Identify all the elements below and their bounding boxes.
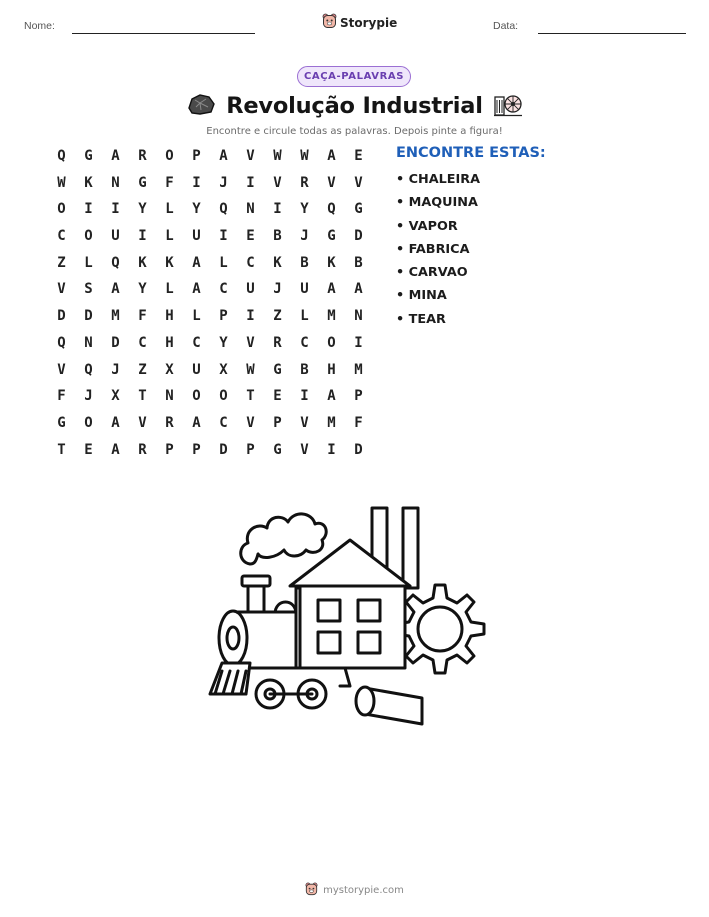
- grid-letter[interactable]: R: [273, 334, 282, 351]
- grid-letter[interactable]: R: [300, 174, 309, 191]
- grid-letter[interactable]: C: [57, 228, 66, 245]
- grid-letter[interactable]: J: [300, 228, 309, 245]
- grid-letter[interactable]: V: [354, 174, 363, 191]
- grid-letter[interactable]: Z: [273, 308, 282, 325]
- grid-letter[interactable]: Y: [138, 281, 147, 298]
- grid-letter[interactable]: Q: [57, 148, 66, 164]
- grid-letter[interactable]: K: [84, 174, 93, 191]
- grid-letter[interactable]: I: [111, 201, 120, 218]
- grid-letter[interactable]: K: [273, 254, 282, 271]
- grid-letter[interactable]: I: [246, 174, 255, 191]
- grid-letter[interactable]: P: [192, 441, 201, 458]
- grid-letter[interactable]: D: [219, 441, 228, 458]
- storypie-logo-icon: [322, 13, 337, 33]
- coloring-illustration[interactable]: [200, 488, 510, 732]
- grid-letter[interactable]: M: [111, 308, 120, 325]
- grid-letter[interactable]: B: [300, 361, 309, 378]
- grid-letter[interactable]: N: [84, 334, 93, 351]
- grid-letter[interactable]: L: [192, 308, 201, 325]
- storypie-brand: [322, 13, 397, 33]
- grid-letter[interactable]: L: [84, 254, 93, 271]
- grid-letter[interactable]: O: [57, 201, 66, 218]
- grid-letter[interactable]: A: [327, 281, 336, 298]
- grid-letter[interactable]: J: [111, 361, 120, 378]
- word-list-item: • TEAR: [396, 311, 446, 327]
- grid-letter[interactable]: O: [219, 388, 228, 405]
- grid-letter[interactable]: N: [246, 201, 255, 218]
- grid-letter[interactable]: C: [219, 414, 228, 431]
- grid-letter[interactable]: V: [246, 334, 255, 351]
- grid-letter[interactable]: V: [57, 361, 66, 378]
- word-list-item: • CHALEIRA: [396, 172, 481, 187]
- grid-letter[interactable]: D: [84, 308, 93, 325]
- grid-letter[interactable]: V: [57, 281, 66, 298]
- grid-letter[interactable]: Y: [219, 334, 228, 351]
- grid-letter[interactable]: T: [57, 441, 66, 458]
- grid-letter[interactable]: I: [84, 201, 93, 218]
- grid-letter[interactable]: Q: [84, 361, 93, 378]
- grid-letter[interactable]: P: [354, 388, 363, 405]
- grid-letter[interactable]: Y: [300, 201, 309, 218]
- grid-letter[interactable]: S: [84, 281, 93, 298]
- grid-letter[interactable]: N: [165, 388, 174, 405]
- grid-letter[interactable]: D: [354, 441, 363, 458]
- grid-letter[interactable]: P: [165, 441, 174, 458]
- title-row: [0, 91, 709, 121]
- grid-letter[interactable]: I: [138, 228, 147, 245]
- word-list-title: ENCONTRE ESTAS:: [396, 145, 546, 161]
- brand-name: Storypie: [340, 16, 398, 30]
- grid-letter[interactable]: H: [327, 361, 336, 378]
- grid-letter[interactable]: J: [273, 281, 282, 298]
- grid-letter[interactable]: U: [300, 281, 309, 298]
- grid-letter[interactable]: V: [327, 174, 336, 191]
- grid-letter[interactable]: F: [354, 414, 363, 431]
- grid-letter[interactable]: C: [300, 334, 309, 351]
- grid-letter[interactable]: W: [300, 148, 309, 164]
- date-line[interactable]: [538, 33, 686, 34]
- grid-letter[interactable]: O: [327, 334, 336, 351]
- grid-letter[interactable]: K: [327, 254, 336, 271]
- grid-letter[interactable]: V: [273, 174, 282, 191]
- grid-letter[interactable]: D: [57, 308, 66, 325]
- grid-letter[interactable]: K: [165, 254, 174, 271]
- word-list-item: • MAQUINA: [396, 195, 478, 211]
- grid-letter[interactable]: I: [192, 174, 201, 191]
- grid-letter[interactable]: K: [138, 254, 147, 271]
- grid-letter[interactable]: W: [246, 361, 255, 378]
- name-label: Nome:: [24, 20, 55, 32]
- grid-letter[interactable]: M: [354, 361, 363, 378]
- grid-letter[interactable]: I: [273, 201, 282, 218]
- grid-letter[interactable]: W: [273, 148, 282, 164]
- grid-letter[interactable]: Z: [138, 361, 147, 378]
- grid-letter[interactable]: F: [165, 174, 174, 191]
- grid-letter[interactable]: Y: [192, 201, 201, 218]
- grid-letter[interactable]: L: [165, 228, 174, 245]
- grid-letter[interactable]: L: [300, 308, 309, 325]
- grid-letter[interactable]: U: [246, 281, 255, 298]
- grid-letter[interactable]: E: [273, 388, 282, 405]
- coal-lump-icon: [186, 92, 216, 120]
- grid-letter[interactable]: P: [219, 308, 228, 325]
- name-line[interactable]: [72, 33, 255, 34]
- grid-letter[interactable]: A: [219, 148, 228, 164]
- grid-letter[interactable]: W: [57, 174, 66, 191]
- grid-letter[interactable]: I: [354, 334, 363, 351]
- grid-letter[interactable]: L: [219, 254, 228, 271]
- word-list-item: • FABRICA: [396, 241, 470, 257]
- grid-letter[interactable]: Q: [327, 201, 336, 218]
- grid-letter[interactable]: P: [192, 148, 201, 164]
- smoke-cloud: [241, 514, 326, 564]
- grid-letter[interactable]: L: [165, 201, 174, 218]
- grid-letter[interactable]: Q: [219, 201, 228, 218]
- grid-letter[interactable]: A: [192, 254, 201, 271]
- grid-letter[interactable]: O: [84, 228, 93, 245]
- grid-letter[interactable]: A: [111, 281, 120, 298]
- grid-letter[interactable]: T: [138, 388, 147, 405]
- grid-letter[interactable]: A: [354, 281, 363, 298]
- grid-letter[interactable]: E: [84, 441, 93, 458]
- word-search-grid[interactable]: [48, 147, 372, 467]
- grid-letter[interactable]: G: [138, 174, 147, 191]
- grid-letter[interactable]: U: [111, 228, 120, 245]
- grid-letter[interactable]: A: [192, 414, 201, 431]
- grid-letter[interactable]: B: [300, 254, 309, 271]
- grid-letter[interactable]: M: [327, 308, 336, 325]
- grid-letter[interactable]: N: [111, 174, 120, 191]
- grid-letter[interactable]: P: [273, 414, 282, 431]
- word-list-item: • MINA: [396, 288, 447, 304]
- grid-letter[interactable]: A: [111, 441, 120, 458]
- word-search-badge: CAÇA-PALAVRAS: [297, 66, 411, 87]
- grid-letter[interactable]: I: [327, 441, 336, 458]
- grid-letter[interactable]: Y: [138, 201, 147, 218]
- grid-letter[interactable]: F: [57, 388, 66, 405]
- grid-letter[interactable]: G: [327, 228, 336, 245]
- grid-letter[interactable]: A: [192, 281, 201, 298]
- grid-letter[interactable]: V: [246, 414, 255, 431]
- grid-letter[interactable]: G: [354, 201, 363, 218]
- grid-letter[interactable]: R: [165, 414, 174, 431]
- grid-letter[interactable]: J: [84, 388, 93, 405]
- grid-letter[interactable]: Z: [57, 254, 66, 271]
- grid-letter[interactable]: C: [138, 334, 147, 351]
- grid-letter[interactable]: H: [165, 334, 174, 351]
- grid-letter[interactable]: G: [273, 441, 282, 458]
- grid-letter[interactable]: V: [138, 414, 147, 431]
- grid-letter[interactable]: T: [246, 388, 255, 405]
- page-title: Revolução Industrial: [226, 93, 483, 119]
- grid-letter[interactable]: X: [219, 361, 228, 378]
- grid-letter[interactable]: C: [192, 334, 201, 351]
- word-list-item: • VAPOR: [396, 218, 458, 234]
- grid-letter[interactable]: I: [219, 228, 228, 245]
- word-list-item: • CARVAO: [396, 265, 468, 281]
- grid-letter[interactable]: R: [138, 148, 147, 164]
- grid-letter[interactable]: Q: [57, 334, 66, 351]
- grid-letter[interactable]: I: [246, 308, 255, 325]
- grid-letter[interactable]: X: [111, 388, 120, 405]
- smokestack-right: [403, 508, 418, 588]
- footer-url[interactable]: mystorypie.com: [323, 885, 404, 896]
- grid-letter[interactable]: B: [354, 254, 363, 271]
- word-list: [396, 172, 480, 335]
- grid-letter[interactable]: G: [273, 361, 282, 378]
- grid-letter[interactable]: V: [300, 441, 309, 458]
- grid-letter[interactable]: J: [219, 174, 228, 191]
- grid-letter[interactable]: A: [327, 148, 336, 164]
- grid-letter[interactable]: C: [219, 281, 228, 298]
- grid-letter[interactable]: O: [192, 388, 201, 405]
- grid-letter[interactable]: H: [165, 308, 174, 325]
- grid-letter[interactable]: D: [111, 334, 120, 351]
- grid-letter[interactable]: A: [327, 388, 336, 405]
- grid-letter[interactable]: M: [327, 414, 336, 431]
- grid-letter[interactable]: C: [246, 254, 255, 271]
- grid-letter[interactable]: F: [138, 308, 147, 325]
- grid-letter[interactable]: R: [138, 441, 147, 458]
- grid-letter[interactable]: O: [84, 414, 93, 431]
- grid-letter[interactable]: O: [165, 148, 174, 164]
- grid-letter[interactable]: E: [246, 228, 255, 245]
- grid-letter[interactable]: U: [192, 361, 201, 378]
- grid-letter[interactable]: V: [246, 148, 255, 164]
- grid-letter[interactable]: N: [354, 308, 363, 325]
- grid-letter[interactable]: X: [165, 361, 174, 378]
- instructions: Encontre e circule todas as palavras. Depois pinte a figura!: [206, 126, 503, 137]
- spinning-machine-icon: [493, 91, 523, 121]
- grid-letter[interactable]: B: [273, 228, 282, 245]
- grid-letter[interactable]: P: [246, 441, 255, 458]
- storypie-logo-icon: [305, 881, 318, 900]
- grid-letter[interactable]: I: [300, 388, 309, 405]
- grid-letter[interactable]: A: [111, 414, 120, 431]
- grid-letter[interactable]: A: [111, 148, 120, 164]
- grid-letter[interactable]: Q: [111, 254, 120, 271]
- grid-letter[interactable]: G: [84, 148, 93, 164]
- grid-letter[interactable]: G: [57, 414, 66, 431]
- date-label: Data:: [493, 20, 519, 32]
- footer: [0, 881, 709, 900]
- grid-letter[interactable]: E: [354, 148, 363, 164]
- grid-letter[interactable]: V: [300, 414, 309, 431]
- grid-letter[interactable]: D: [354, 228, 363, 245]
- gear-icon: [396, 585, 484, 673]
- factory-building: [290, 540, 410, 668]
- grid-letter[interactable]: U: [192, 228, 201, 245]
- grid-letter[interactable]: L: [165, 281, 174, 298]
- log: [356, 687, 422, 724]
